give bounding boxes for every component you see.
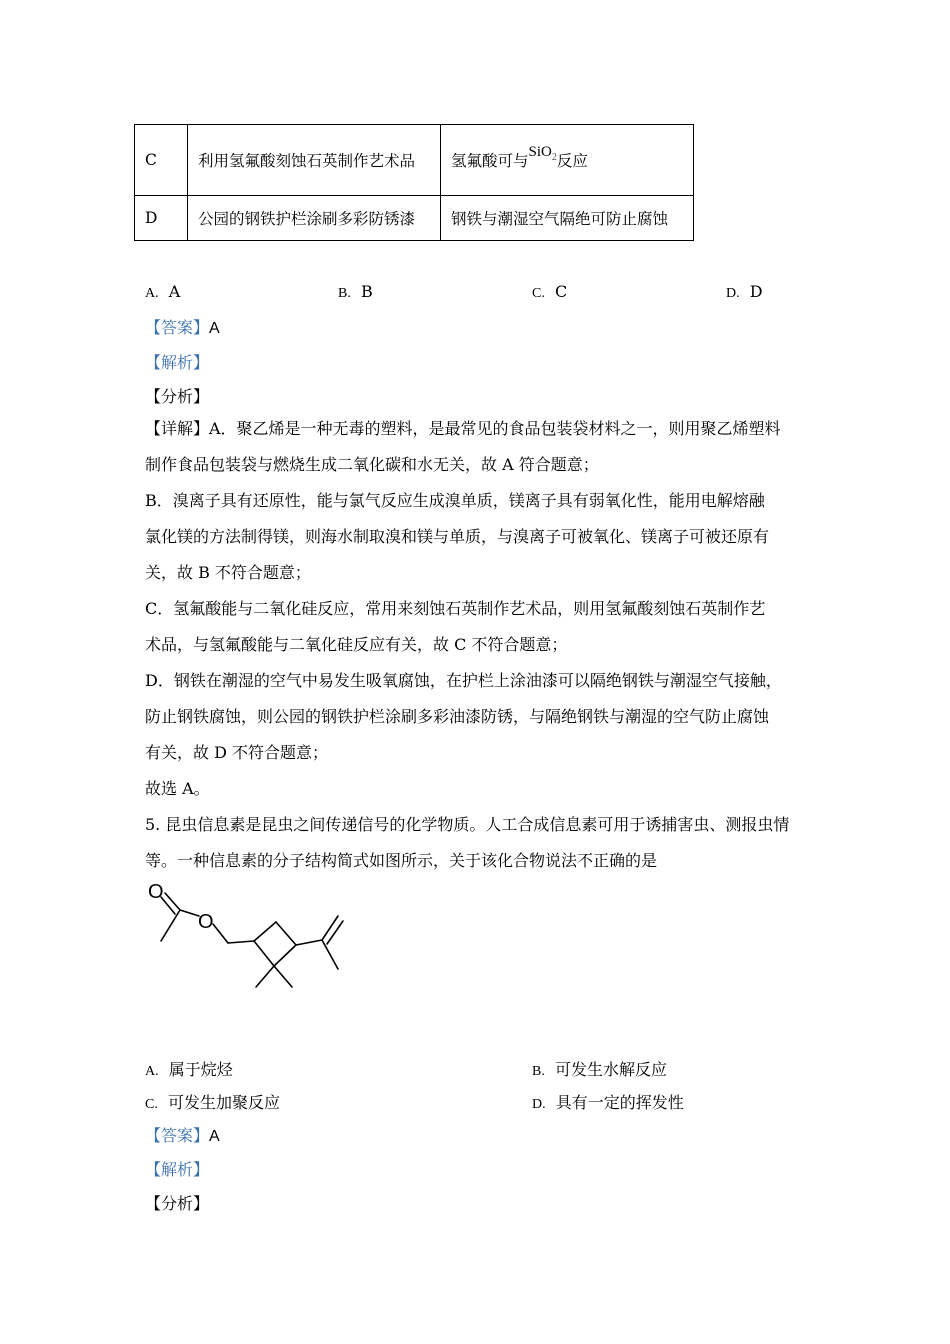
bond <box>161 910 180 941</box>
q5-option-c[interactable]: C. 可发生加聚反应 <box>145 1093 281 1112</box>
bond <box>276 922 296 945</box>
q4-option-d[interactable]: D. D <box>726 282 763 301</box>
row-practice: 公园的钢铁护栏涂刷多彩防锈漆 <box>188 196 441 241</box>
bond <box>296 940 322 945</box>
q5-answer: 【答案】A <box>145 1126 220 1145</box>
bond <box>254 941 274 966</box>
detail-line: 【详解】A．聚乙烯是一种无毒的塑料，是最常见的食品包装袋材料之一，则用聚乙烯塑料 <box>145 419 781 438</box>
q5-option-b[interactable]: B. 可发生水解反应 <box>532 1060 668 1079</box>
row-practice: 利用氢氟酸刻蚀石英制作艺术品 <box>188 125 441 196</box>
q4-jiexi: 【解析】 <box>145 353 210 372</box>
q5-option-a[interactable]: A. 属于烷烃 <box>145 1060 233 1079</box>
table-row <box>135 125 694 196</box>
reason-text: 氢氟酸可与 <box>451 152 529 170</box>
q4-option-a[interactable]: A. A <box>145 282 181 301</box>
bond <box>254 922 276 941</box>
detail-line: 故选 A。 <box>145 779 210 798</box>
bond <box>322 940 338 969</box>
detail-line: 关，故 B 不符合题意； <box>145 563 311 582</box>
detail-line: 制作食品包装袋与燃烧生成二氧化碳和水无关，故 A 符合题意； <box>145 455 599 474</box>
detail-line: D．钢铁在潮湿的空气中易发生吸氧腐蚀，在护栏上涂油漆可以隔绝钢铁与潮湿空气接触， <box>145 671 782 690</box>
row-label: D <box>135 196 188 241</box>
detail-line: 术品，与氢氟酸能与二氧化硅反应有关，故 C 不符合题意； <box>145 635 568 654</box>
atom-o-ester: O <box>198 911 214 933</box>
q5-jiexi: 【解析】 <box>145 1160 210 1179</box>
detail-line: B．溴离子具有还原性，能与氯气反应生成溴单质，镁离子具有弱氧化性，能用电解熔融 <box>145 491 765 510</box>
q4-option-b[interactable]: B. B <box>338 282 373 301</box>
q4-fenxi: 【分析】 <box>145 387 210 406</box>
row-reason: 钢铁与潮湿空气隔绝可防止腐蚀 <box>441 196 694 241</box>
options-table <box>134 124 694 241</box>
detail-line: C．氢氟酸能与二氧化硅反应，常用来刻蚀石英制作艺术品，则用氢氟酸刻蚀石英制作艺 <box>145 599 766 618</box>
bond <box>322 916 338 940</box>
bond <box>228 941 254 943</box>
bond <box>274 945 296 966</box>
reason-text-end: 反应 <box>556 152 588 170</box>
row-label: C <box>135 125 188 196</box>
detail-line: 氯化镁的方法制得镁，则海水制取溴和镁与单质，与溴离子可被氧化、镁离子可被还原有 <box>145 527 770 546</box>
bond <box>256 966 274 987</box>
bond <box>327 921 343 944</box>
q4-answer: 【答案】A <box>145 318 220 337</box>
atom-o-carbonyl: O <box>148 881 164 903</box>
q5-stem-line: 等。一种信息素的分子结构简式如图所示，关于该化合物说法不正确的是 <box>145 851 658 870</box>
formula-sio2: SiO$_2$ <box>528 144 557 163</box>
bond <box>213 924 228 943</box>
q5-option-d[interactable]: D. 具有一定的挥发性 <box>532 1093 684 1112</box>
row-reason <box>441 125 694 196</box>
detail-line: 防止钢铁腐蚀，则公园的钢铁护栏涂刷多彩油漆防锈，与隔绝钢铁与潮湿的空气防止腐蚀 <box>145 707 770 726</box>
detail-line: 有关，故 D 不符合题意； <box>145 743 329 762</box>
q5-stem-line: 5. 昆虫信息素是昆虫之间传递信号的化学物质。人工合成信息素可用于诱捕害虫、测报虫情 <box>145 815 790 834</box>
q5-fenxi: 【分析】 <box>145 1194 210 1213</box>
molecule-structure <box>140 876 360 996</box>
bond <box>274 966 292 987</box>
table-row <box>135 196 694 241</box>
bond <box>165 893 180 910</box>
q4-option-c[interactable]: C. C <box>532 282 568 301</box>
bond <box>180 910 199 916</box>
